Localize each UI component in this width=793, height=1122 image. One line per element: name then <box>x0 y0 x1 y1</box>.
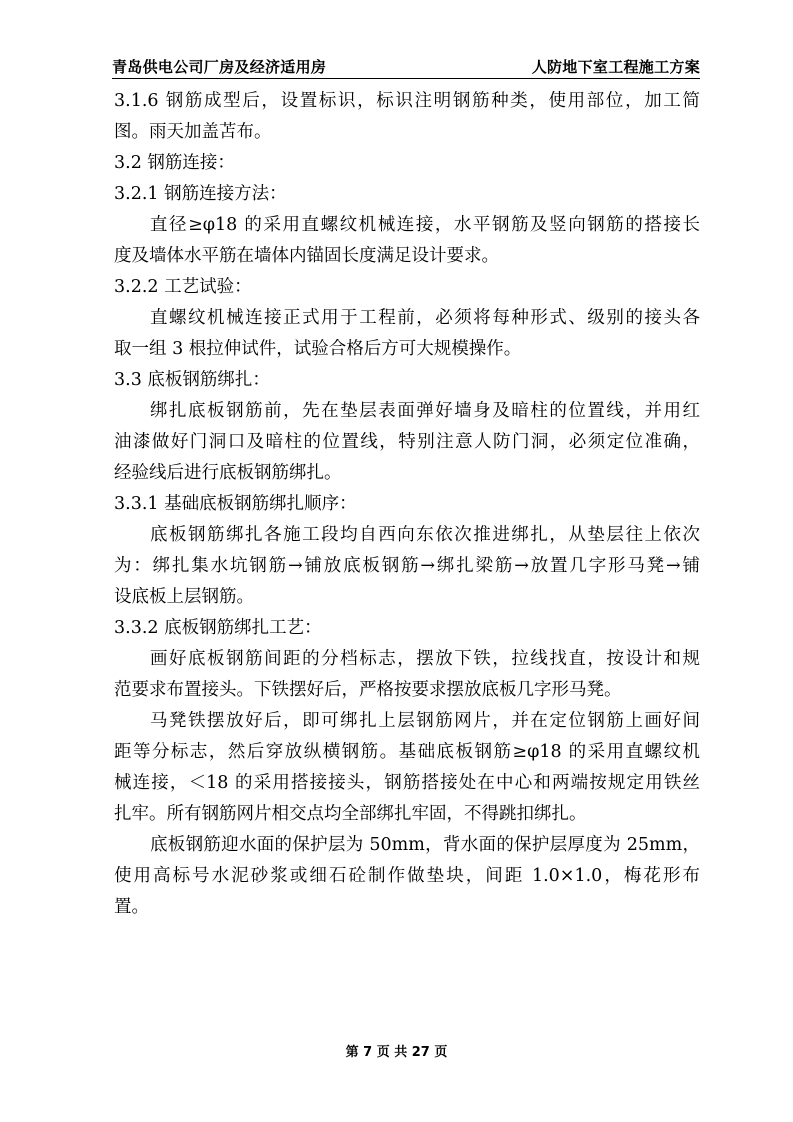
text-line: 底板钢筋迎水面的保护层为 50mm，背水面的保护层厚度为 25mm， <box>150 835 700 855</box>
section-heading: 3.3.1 基础底板钢筋绑扎顺序： <box>114 494 357 514</box>
section-heading: 3.2.2 工艺试验： <box>114 277 252 297</box>
text-line: 设底板上层钢筋。 <box>114 587 254 607</box>
header-project-title: 青岛供电公司厂房及经济适用房 <box>112 58 327 76</box>
text-line: 扎牢。所有钢筋网片相交点均全部绑扎牢固，不得跳扣绑扎。 <box>114 804 587 824</box>
text-line: 直径≥φ18 的采用直螺纹机械连接，水平钢筋及竖向钢筋的搭接长 <box>150 215 700 235</box>
page-header <box>112 54 700 79</box>
document-body <box>114 86 700 923</box>
text-line: 范要求布置接头。下铁摆好后，严格按要求摆放底板几字形马凳。 <box>114 680 622 700</box>
text-line: 油漆做好门洞口及暗柱的位置线，特别注意人防门洞，必须定位准确， <box>114 432 700 452</box>
text-line: 度及墙体水平筋在墙体内锚固长度满足设计要求。 <box>114 246 499 266</box>
text-line: 图。雨天加盖苫布。 <box>114 122 272 142</box>
text-line: 3.1.6 钢筋成型后，设置标识，标识注明钢筋种类，使用部位，加工简 <box>114 91 700 111</box>
text-line: 直螺纹机械连接正式用于工程前，必须将每种形式、级别的接头各 <box>150 308 700 328</box>
text-line: 为：绑扎集水坑钢筋→铺放底板钢筋→绑扎梁筋→放置几字形马凳→铺 <box>114 556 700 576</box>
text-line: 底板钢筋绑扎各施工段均自西向东依次推进绑扎，从垫层往上依次 <box>150 525 700 545</box>
text-line: 经验线后进行底板钢筋绑扎。 <box>114 463 342 483</box>
section-heading: 3.3 底板钢筋绑扎： <box>114 370 270 390</box>
section-heading: 3.2 钢筋连接： <box>114 153 235 173</box>
section-heading: 3.3.2 底板钢筋绑扎工艺： <box>114 618 322 638</box>
text-line: 械连接，＜18 的采用搭接接头，钢筋搭接处在中心和两端按规定用铁丝 <box>114 773 700 793</box>
text-line: 绑扎底板钢筋前，先在垫层表面弹好墙身及暗柱的位置线，并用红 <box>150 401 700 421</box>
page-number: 第 7 页 共 27 页 <box>345 1045 448 1060</box>
text-line: 使用高标号水泥砂浆或细石砼制作做垫块，间距 1.0×1.0，梅花形布 <box>114 866 700 886</box>
header-document-title: 人防地下室工程施工方案 <box>531 58 700 76</box>
text-line: 置。 <box>114 897 149 917</box>
text-line: 画好底板钢筋间距的分档标志，摆放下铁，拉线找直，按设计和规 <box>150 649 700 669</box>
text-line: 距等分标志，然后穿放纵横钢筋。基础底板钢筋≥φ18 的采用直螺纹机 <box>114 742 700 762</box>
text-line: 取一组 3 根拉伸试件，试验合格后方可大规模操作。 <box>114 339 522 359</box>
section-heading: 3.2.1 钢筋连接方法： <box>114 184 287 204</box>
text-line: 马凳铁摆放好后，即可绑扎上层钢筋网片，并在定位钢筋上画好间 <box>150 711 700 731</box>
